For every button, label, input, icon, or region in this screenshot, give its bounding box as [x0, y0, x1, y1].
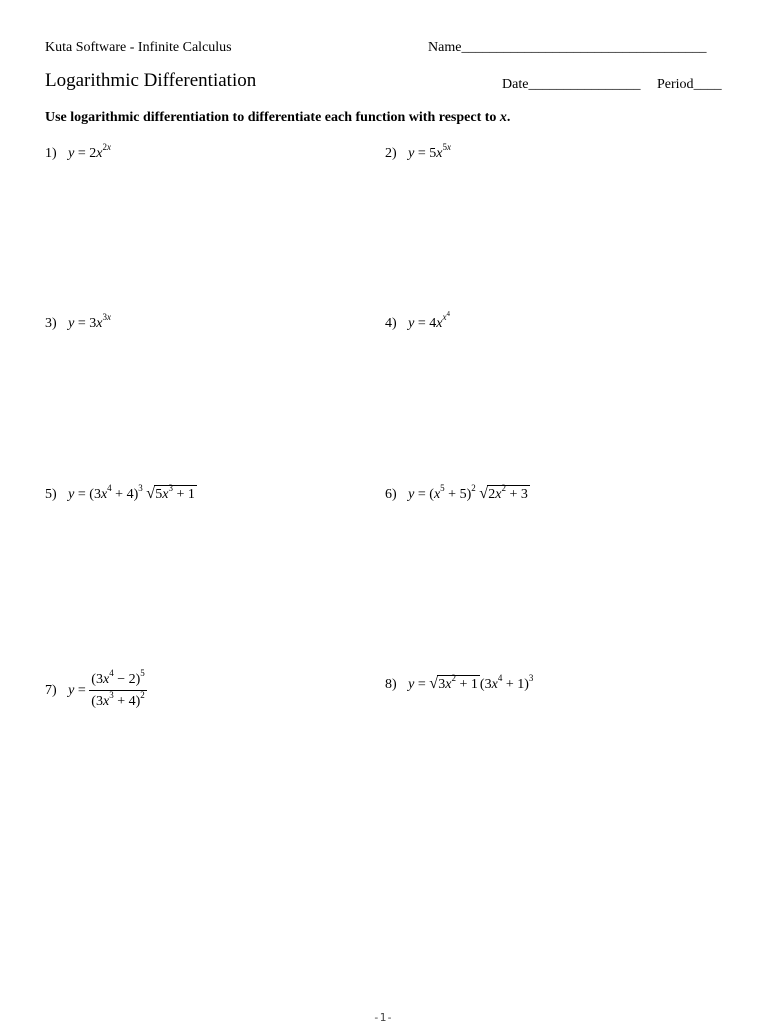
- name-line: ___________________________________: [461, 40, 707, 55]
- worksheet-title: Logarithmic Differentiation: [45, 70, 257, 91]
- problem-expression: y = √ $3x^2 + 1$ $(3x^4 + 1)^3$: [408, 673, 534, 692]
- problem-expression: $y = (x^5 + 5)^2$ √ $2x^2 + 3$: [408, 483, 528, 502]
- publisher-label: Kuta Software - Infinite Calculus: [45, 40, 232, 55]
- date-field[interactable]: [502, 77, 640, 93]
- problem-5: [45, 483, 197, 503]
- problem-1: [45, 142, 112, 162]
- problem-number: 2): [385, 146, 397, 161]
- problem-number: 1): [45, 146, 57, 161]
- problem-8: [385, 673, 534, 693]
- period-field[interactable]: [657, 77, 722, 93]
- problem-expression: $y = 5x^{5x}$: [408, 142, 452, 161]
- instructions: [45, 110, 510, 126]
- problem-expression: y = $\frac{(3x^4 - 2)^5}{(3x^3 + 4)^2}$: [68, 668, 145, 709]
- problem-expression: $y = (3x^4 + 4)^3$ √ $5x^3 + 1$: [68, 483, 195, 502]
- problem-2: [385, 142, 452, 162]
- problem-expression: $y = 4x^{x^4}$: [408, 310, 451, 331]
- instructions-end: .: [506, 110, 511, 125]
- problem-number: 8): [385, 677, 397, 692]
- period-line: ____: [693, 77, 722, 92]
- problem-6: [385, 483, 530, 503]
- name-field[interactable]: [428, 40, 706, 56]
- problem-number: 4): [385, 316, 397, 331]
- problem-number: 5): [45, 487, 57, 502]
- problem-expression: $y = 2x^{2x}$: [68, 142, 112, 161]
- problem-number: 3): [45, 316, 57, 331]
- date-line: ________________: [528, 77, 641, 92]
- page-number: -1-: [373, 1011, 393, 1024]
- problem-3: [45, 312, 112, 332]
- problem-expression: $y = 3x^{3x}$: [68, 312, 112, 331]
- problem-7: [45, 668, 147, 710]
- name-label: Name: [428, 40, 462, 55]
- problem-4: [385, 310, 451, 332]
- instructions-variable: x: [499, 110, 507, 125]
- instructions-text: Use logarithmic differentiation to differentiate each function with respect to: [45, 110, 500, 125]
- period-label: Period: [657, 77, 694, 92]
- date-label: Date: [502, 77, 529, 92]
- problem-number: 6): [385, 487, 397, 502]
- problem-number: 7): [45, 683, 57, 698]
